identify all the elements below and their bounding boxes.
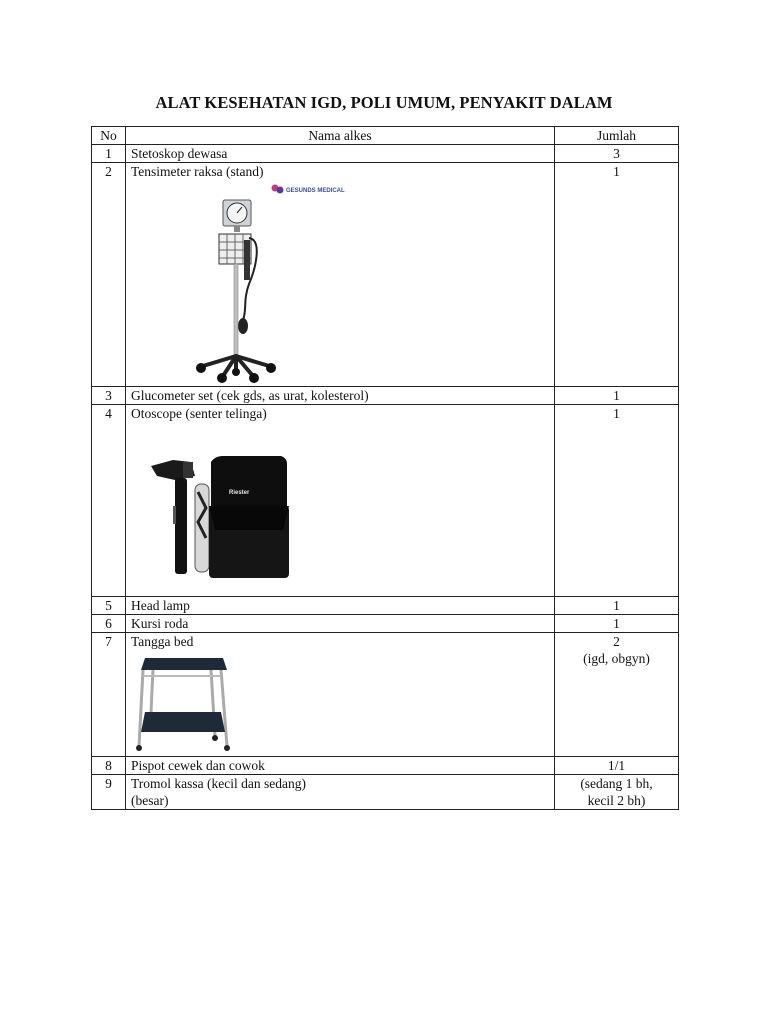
table-row <box>92 163 679 387</box>
table-row <box>92 405 679 597</box>
row-name: Tensimeter raksa (stand) <box>131 164 264 179</box>
row-no: 3 <box>92 387 126 405</box>
header-qty: Jumlah <box>555 127 679 145</box>
table-row <box>92 633 679 757</box>
step-stool-image <box>131 650 551 756</box>
otoscope-illustration <box>131 422 301 596</box>
image-underline <box>303 596 558 597</box>
table-row <box>92 145 679 163</box>
table-row <box>92 775 679 810</box>
row-qty-note: (igd, obgyn) <box>583 651 650 666</box>
row-qty: (sedang 1 bh, <box>580 776 653 791</box>
table-header-row <box>92 127 679 145</box>
row-qty: 1 <box>555 387 679 405</box>
row-no: 6 <box>92 615 126 633</box>
sphygmomanometer-illustration <box>131 180 391 386</box>
row-qty: 1 <box>555 597 679 615</box>
row-name-line2: (besar) <box>131 793 169 808</box>
row-no: 2 <box>92 163 126 387</box>
row-qty: 1 <box>555 405 679 597</box>
brand-logo-text: Riester <box>229 490 250 496</box>
row-qty: 1 <box>555 163 679 387</box>
row-name: Tromol kassa (kecil dan sedang) <box>131 776 306 791</box>
row-name: Glucometer set (cek gds, as urat, kolesterol) <box>126 387 555 405</box>
row-name: Otoscope (senter telinga) <box>131 406 267 421</box>
brand-logo-text: GESUNDS MEDICAL <box>286 188 345 194</box>
alkes-table <box>91 126 679 810</box>
row-no: 7 <box>92 633 126 757</box>
step-stool-illustration <box>131 650 241 756</box>
table-row <box>92 615 679 633</box>
row-name: Stetoskop dewasa <box>126 145 555 163</box>
row-name: Kursi roda <box>126 615 555 633</box>
row-no: 8 <box>92 757 126 775</box>
row-qty: 1 <box>555 615 679 633</box>
row-no: 9 <box>92 775 126 810</box>
row-name: Pispot cewek dan cowok <box>126 757 555 775</box>
row-no: 1 <box>92 145 126 163</box>
row-name: Head lamp <box>126 597 555 615</box>
header-name: Nama alkes <box>126 127 555 145</box>
row-qty: 1/1 <box>555 757 679 775</box>
otoscope-image <box>131 422 551 596</box>
sphygmomanometer-stand-image <box>131 180 551 386</box>
page-title: ALAT KESEHATAN IGD, POLI UMUM, PENYAKIT DALAM <box>155 93 613 112</box>
row-no: 4 <box>92 405 126 597</box>
row-name: Tangga bed <box>131 634 194 649</box>
row-qty: 2 <box>613 634 620 649</box>
header-no: No <box>92 127 126 145</box>
row-no: 5 <box>92 597 126 615</box>
row-qty: 3 <box>555 145 679 163</box>
table-row <box>92 597 679 615</box>
table-row <box>92 757 679 775</box>
row-qty-line2: kecil 2 bh) <box>587 793 646 808</box>
table-row <box>92 387 679 405</box>
